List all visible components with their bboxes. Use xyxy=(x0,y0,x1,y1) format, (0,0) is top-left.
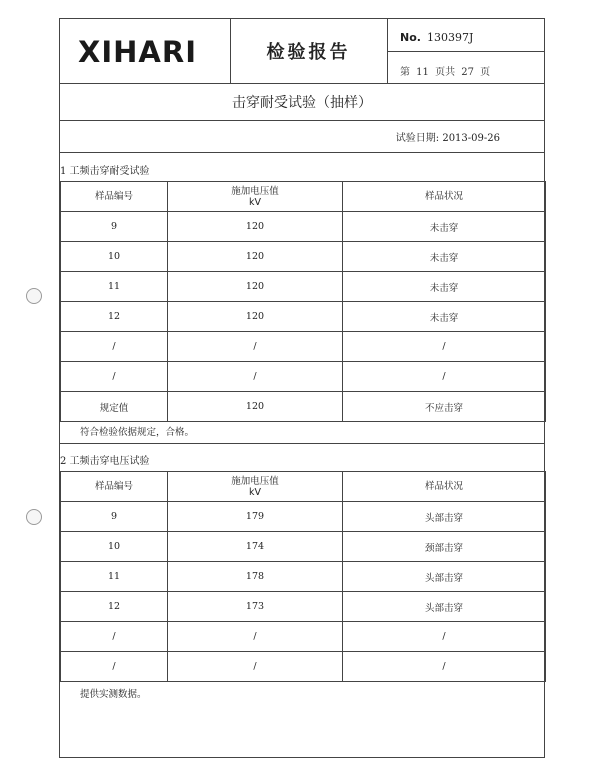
table-row xyxy=(61,592,546,622)
col-header-voltage-label: 施加电压值 xyxy=(231,475,279,487)
col-header-sample: 样品编号 xyxy=(61,182,168,212)
cell-voltage: 179 xyxy=(168,502,343,532)
cell-sample: 12 xyxy=(61,302,168,332)
cell-sample: / xyxy=(61,362,168,392)
cell-sample: / xyxy=(61,652,168,682)
table-row xyxy=(61,242,546,272)
cell-state: / xyxy=(343,622,546,652)
part2-conclusion: 提供实测数据。 xyxy=(80,689,147,700)
cell-sample: 11 xyxy=(61,562,168,592)
table-header-row xyxy=(61,472,546,502)
table-row xyxy=(61,332,546,362)
cell-voltage: / xyxy=(168,652,343,682)
cell-state: 颈部击穿 xyxy=(343,532,546,562)
cell-state: 头部击穿 xyxy=(343,592,546,622)
company-logo: XIHARI xyxy=(78,35,197,69)
cell-state: 未击穿 xyxy=(343,242,546,272)
report-number-label: No. xyxy=(400,31,421,44)
table-header-row xyxy=(61,182,546,212)
cell-sample: / xyxy=(61,332,168,362)
cell-sample: 10 xyxy=(61,242,168,272)
cell-state: 头部击穿 xyxy=(343,562,546,592)
cell-voltage: 120 xyxy=(168,392,343,422)
document-title: 检验报告 xyxy=(266,42,351,63)
section-title: 击穿耐受试验（抽样） xyxy=(232,94,372,111)
col-header-voltage xyxy=(168,182,343,212)
table-row xyxy=(61,502,546,532)
cell-sample: 9 xyxy=(61,212,168,242)
table-row xyxy=(61,562,546,592)
col-header-voltage-label: 施加电压值 xyxy=(231,185,279,197)
report-number xyxy=(400,31,473,44)
table-row xyxy=(61,272,546,302)
cell-state: 未击穿 xyxy=(343,212,546,242)
date-bottom-rule xyxy=(60,152,544,153)
part1-table xyxy=(60,181,546,422)
report-page xyxy=(59,18,545,758)
cell-voltage: 120 xyxy=(168,272,343,302)
col-header-state: 样品状况 xyxy=(343,182,546,212)
cell-state: 未击穿 xyxy=(343,272,546,302)
table-row xyxy=(61,212,546,242)
part1-heading: 1 工频击穿耐受试验 xyxy=(60,166,150,177)
col-header-sample: 样品编号 xyxy=(61,472,168,502)
table-row xyxy=(61,652,546,682)
col-header-unit: kV xyxy=(248,486,261,498)
table-row xyxy=(61,392,546,422)
col-header-voltage xyxy=(168,472,343,502)
cell-sample: 12 xyxy=(61,592,168,622)
cell-sample: 规定值 xyxy=(61,392,168,422)
cell-sample: / xyxy=(61,622,168,652)
col-header-unit: kV xyxy=(248,196,261,208)
cell-sample: 11 xyxy=(61,272,168,302)
cell-voltage: 173 xyxy=(168,592,343,622)
report-number-value: 130397J xyxy=(426,31,474,44)
cell-sample: 9 xyxy=(61,502,168,532)
table-row xyxy=(61,532,546,562)
cell-voltage: / xyxy=(168,362,343,392)
punch-hole-lower xyxy=(26,509,42,525)
table-row xyxy=(61,622,546,652)
cell-state: 未击穿 xyxy=(343,302,546,332)
cell-voltage: / xyxy=(168,332,343,362)
col-header-state: 样品状况 xyxy=(343,472,546,502)
cell-voltage: 120 xyxy=(168,242,343,272)
cell-state: / xyxy=(343,362,546,392)
punch-hole-upper xyxy=(26,288,42,304)
cell-sample: 10 xyxy=(61,532,168,562)
cell-voltage: 120 xyxy=(168,212,343,242)
cell-voltage: / xyxy=(168,622,343,652)
page-number: 第 11 页共 27 页 xyxy=(400,67,491,78)
cell-voltage: 120 xyxy=(168,302,343,332)
cell-state: 不应击穿 xyxy=(343,392,546,422)
title-bottom-rule xyxy=(60,120,544,121)
cell-voltage: 178 xyxy=(168,562,343,592)
part2-heading: 2 工频击穿电压试验 xyxy=(60,456,150,467)
header-number-divider xyxy=(387,51,544,52)
part1-conclusion: 符合检验依据规定，合格。 xyxy=(80,427,195,438)
cell-state: / xyxy=(343,332,546,362)
table-row xyxy=(61,362,546,392)
part2-table xyxy=(60,471,546,682)
cell-voltage: 174 xyxy=(168,532,343,562)
test-date: 试验日期: 2013-09-26 xyxy=(395,133,500,144)
part1-bottom-rule xyxy=(60,443,544,444)
table-row xyxy=(61,302,546,332)
cell-state: / xyxy=(343,652,546,682)
cell-state: 头部击穿 xyxy=(343,502,546,532)
